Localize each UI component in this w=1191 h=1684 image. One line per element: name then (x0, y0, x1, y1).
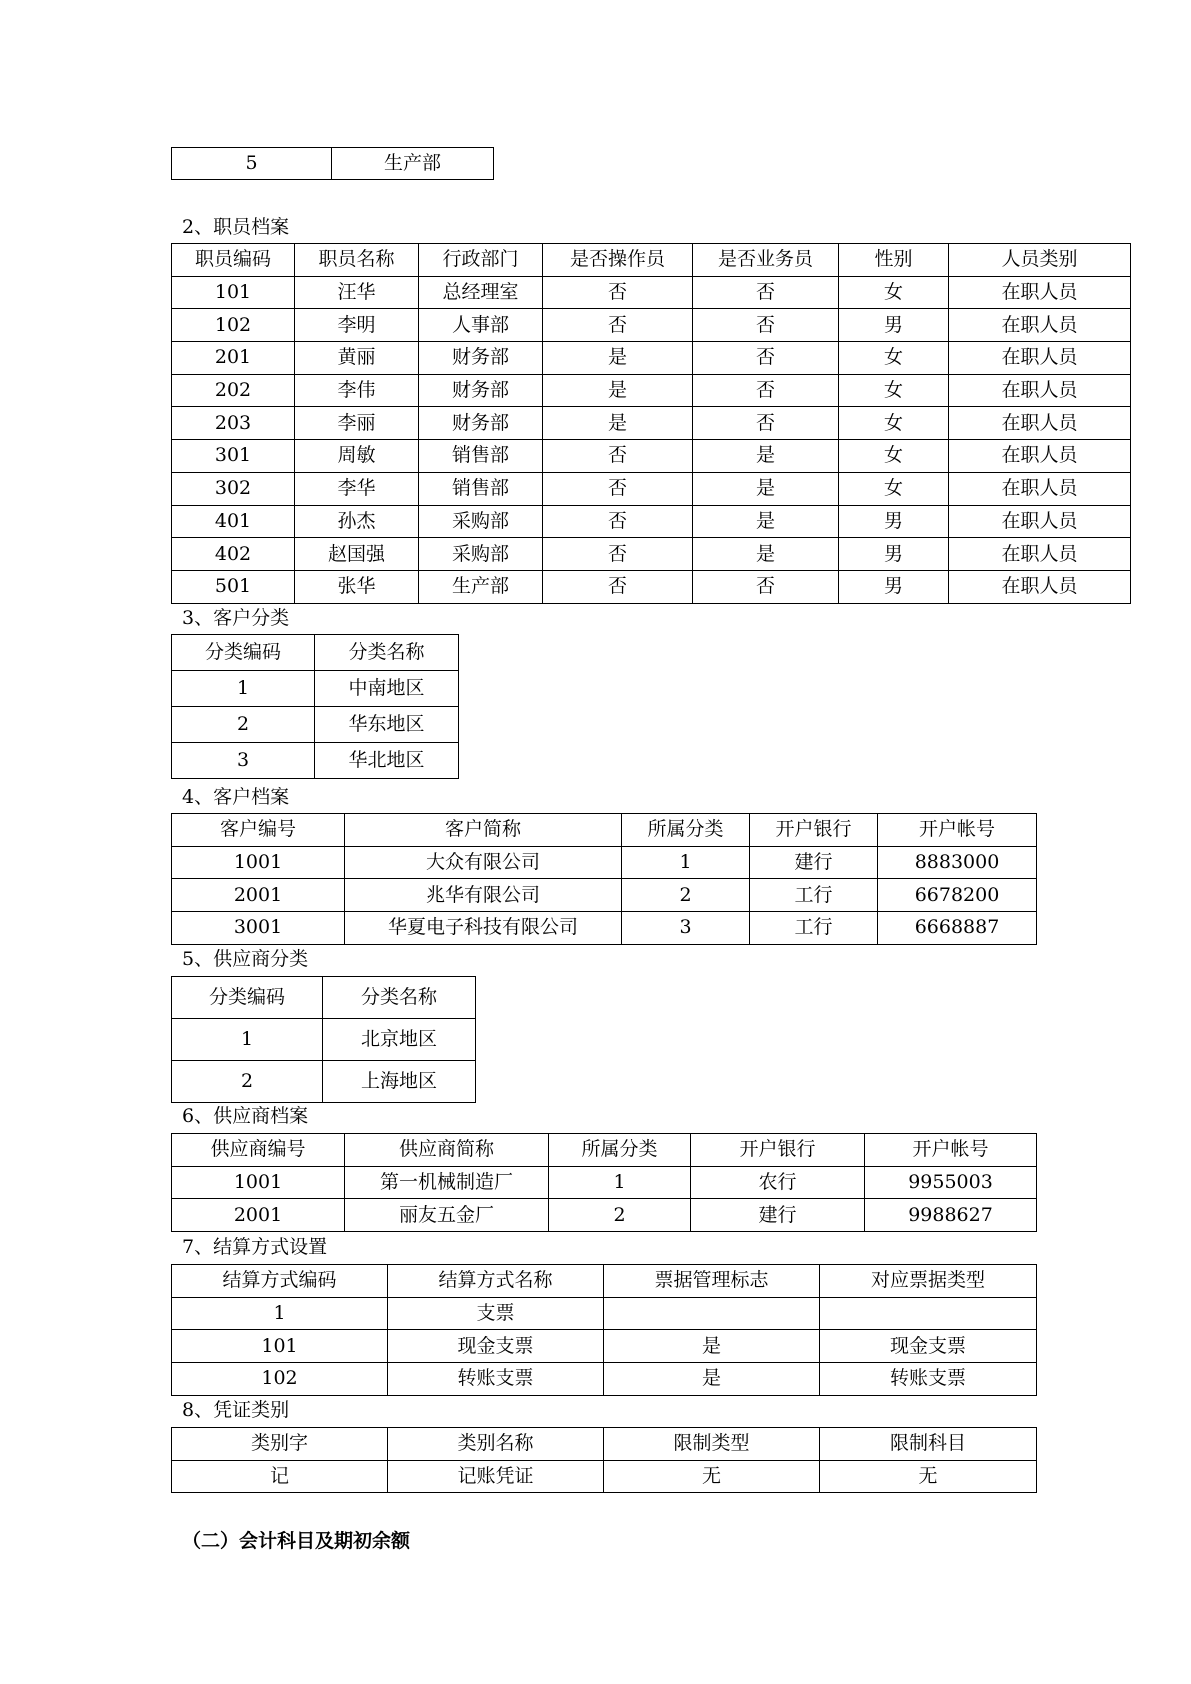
table-cell: 在职人员 (949, 472, 1131, 505)
table-cell: 101 (172, 276, 295, 309)
table-cell: 记 (172, 1460, 388, 1493)
table-cell: 张华 (295, 570, 419, 603)
table-row (172, 505, 1131, 538)
table-cell: 301 (172, 440, 295, 473)
header-cell: 是否操作员 (543, 244, 693, 277)
table-cell: 203 (172, 407, 295, 440)
table-cell: 1001 (172, 1166, 345, 1199)
header-cell: 是否业务员 (693, 244, 839, 277)
table-header-row (172, 244, 1131, 277)
table-cell: 记账凭证 (388, 1460, 604, 1493)
table-row (172, 912, 1037, 945)
table-cell: 是 (693, 538, 839, 571)
table-cell: 赵国强 (295, 538, 419, 571)
table-cell: 男 (839, 505, 949, 538)
header-cell: 类别名称 (388, 1428, 604, 1461)
table-cell: 女 (839, 374, 949, 407)
table-cell: 采购部 (419, 538, 543, 571)
table-cell: 3 (172, 743, 315, 779)
table-row (172, 1297, 1037, 1330)
table-cell: 是 (693, 440, 839, 473)
table-cell: 女 (839, 342, 949, 375)
table-cell: 102 (172, 1363, 388, 1396)
table-cell: 在职人员 (949, 538, 1131, 571)
employees-section-title: 2、职员档案 (182, 216, 290, 238)
suppliers-section-title: 6、供应商档案 (182, 1105, 309, 1127)
table-cell: 是 (604, 1363, 820, 1396)
table-row (172, 276, 1131, 309)
dept-name-cell: 生产部 (332, 148, 494, 180)
table-cell: 中南地区 (315, 671, 459, 707)
table-cell: 北京地区 (323, 1019, 476, 1061)
table-row (172, 472, 1131, 505)
table-cell: 兆华有限公司 (345, 879, 622, 912)
customer-class-section-title: 3、客户分类 (182, 607, 290, 629)
table-row (172, 440, 1131, 473)
table-cell: 402 (172, 538, 295, 571)
table-cell: 2 (172, 707, 315, 743)
table-cell: 丽友五金厂 (345, 1199, 549, 1232)
table-cell: 1001 (172, 846, 345, 879)
header-cell: 分类编码 (172, 977, 323, 1019)
table-row (172, 538, 1131, 571)
table-row (172, 707, 459, 743)
table-cell: 否 (543, 505, 693, 538)
header-cell: 限制科目 (820, 1428, 1037, 1461)
table-row (172, 1199, 1037, 1232)
table-row (172, 148, 494, 180)
table-cell: 生产部 (419, 570, 543, 603)
table-cell: 财务部 (419, 374, 543, 407)
header-cell: 客户编号 (172, 814, 345, 847)
table-row (172, 1460, 1037, 1493)
table-cell: 9988627 (865, 1199, 1037, 1232)
table-header-row (172, 814, 1037, 847)
table-cell: 女 (839, 407, 949, 440)
table-cell: 采购部 (419, 505, 543, 538)
table-cell: 1 (549, 1166, 691, 1199)
table-cell: 在职人员 (949, 505, 1131, 538)
header-cell: 分类编码 (172, 635, 315, 671)
table-cell: 女 (839, 276, 949, 309)
table-row (172, 879, 1037, 912)
header-cell: 开户帐号 (878, 814, 1037, 847)
voucher-table (171, 1427, 1037, 1493)
table-row (172, 1330, 1037, 1363)
table-cell: 在职人员 (949, 342, 1131, 375)
header-cell: 性别 (839, 244, 949, 277)
table-cell: 1 (622, 846, 750, 879)
table-cell: 财务部 (419, 342, 543, 375)
table-cell: 201 (172, 342, 295, 375)
settlement-section-title: 7、结算方式设置 (182, 1236, 328, 1258)
table-cell: 人事部 (419, 309, 543, 342)
table-cell: 在职人员 (949, 570, 1131, 603)
table-cell: 3001 (172, 912, 345, 945)
table-cell: 是 (543, 342, 693, 375)
table-cell: 是 (604, 1330, 820, 1363)
table-cell: 在职人员 (949, 440, 1131, 473)
table-cell: 6668887 (878, 912, 1037, 945)
table-cell: 2001 (172, 1199, 345, 1232)
table-cell: 否 (693, 276, 839, 309)
header-cell: 分类名称 (323, 977, 476, 1019)
header-cell: 开户银行 (691, 1134, 865, 1167)
table-cell: 建行 (750, 846, 878, 879)
suppliers-table (171, 1133, 1037, 1232)
table-header-row (172, 1134, 1037, 1167)
table-cell: 否 (543, 440, 693, 473)
customers-section-title: 4、客户档案 (182, 786, 290, 808)
table-row (172, 671, 459, 707)
table-cell: 否 (543, 276, 693, 309)
table-cell: 孙杰 (295, 505, 419, 538)
table-cell: 农行 (691, 1166, 865, 1199)
header-cell: 结算方式名称 (388, 1265, 604, 1298)
table-cell: 女 (839, 472, 949, 505)
table-cell: 第一机械制造厂 (345, 1166, 549, 1199)
table-cell: 1 (172, 1019, 323, 1061)
table-cell: 现金支票 (388, 1330, 604, 1363)
table-cell: 李华 (295, 472, 419, 505)
table-header-row (172, 1265, 1037, 1298)
table-cell: 401 (172, 505, 295, 538)
table-cell: 8883000 (878, 846, 1037, 879)
table-cell: 102 (172, 309, 295, 342)
table-cell: 否 (693, 342, 839, 375)
employees-table (171, 243, 1131, 604)
table-cell: 汪华 (295, 276, 419, 309)
table-row (172, 846, 1037, 879)
settlement-table (171, 1264, 1037, 1396)
table-cell (820, 1297, 1037, 1330)
table-cell: 在职人员 (949, 309, 1131, 342)
table-cell: 转账支票 (388, 1363, 604, 1396)
table-cell: 大众有限公司 (345, 846, 622, 879)
table-row (172, 1019, 476, 1061)
table-cell: 男 (839, 538, 949, 571)
header-cell: 客户简称 (345, 814, 622, 847)
table-cell: 1 (172, 671, 315, 707)
table-cell: 华北地区 (315, 743, 459, 779)
header-cell: 职员编码 (172, 244, 295, 277)
section-heading: （二）会计科目及期初余额 (182, 1530, 411, 1552)
table-cell: 销售部 (419, 472, 543, 505)
customer-class-table (171, 634, 459, 779)
table-cell: 现金支票 (820, 1330, 1037, 1363)
table-cell: 建行 (691, 1199, 865, 1232)
table-cell: 501 (172, 570, 295, 603)
table-cell: 否 (543, 538, 693, 571)
table-row (172, 570, 1131, 603)
table-row (172, 1166, 1037, 1199)
header-cell: 人员类别 (949, 244, 1131, 277)
header-cell: 供应商编号 (172, 1134, 345, 1167)
table-cell: 华夏电子科技有限公司 (345, 912, 622, 945)
table-cell: 否 (693, 309, 839, 342)
supplier-class-table (171, 976, 476, 1103)
table-cell: 否 (693, 570, 839, 603)
table-cell: 上海地区 (323, 1061, 476, 1103)
table-cell: 否 (543, 472, 693, 505)
table-row (172, 407, 1131, 440)
table-cell: 2 (622, 879, 750, 912)
table-cell: 无 (820, 1460, 1037, 1493)
supplier-class-section-title: 5、供应商分类 (182, 948, 309, 970)
table-cell: 李明 (295, 309, 419, 342)
table-cell: 周敏 (295, 440, 419, 473)
dept-code-cell: 5 (172, 148, 332, 180)
header-cell: 开户帐号 (865, 1134, 1037, 1167)
table-cell: 2 (549, 1199, 691, 1232)
table-row (172, 374, 1131, 407)
table-cell: 支票 (388, 1297, 604, 1330)
header-cell: 类别字 (172, 1428, 388, 1461)
table-cell: 3 (622, 912, 750, 945)
table-cell: 李丽 (295, 407, 419, 440)
table-cell: 华东地区 (315, 707, 459, 743)
table-cell: 黄丽 (295, 342, 419, 375)
table-cell: 否 (543, 309, 693, 342)
table-cell: 是 (693, 505, 839, 538)
header-cell: 票据管理标志 (604, 1265, 820, 1298)
header-cell: 职员名称 (295, 244, 419, 277)
header-cell: 行政部门 (419, 244, 543, 277)
table-header-row (172, 977, 476, 1019)
table-header-row (172, 1428, 1037, 1461)
table-cell: 是 (693, 472, 839, 505)
header-cell: 供应商简称 (345, 1134, 549, 1167)
table-cell: 男 (839, 570, 949, 603)
table-cell: 总经理室 (419, 276, 543, 309)
table-cell: 否 (543, 570, 693, 603)
table-row (172, 342, 1131, 375)
table-cell: 无 (604, 1460, 820, 1493)
table-row (172, 1061, 476, 1103)
table-cell: 否 (693, 374, 839, 407)
table-cell: 202 (172, 374, 295, 407)
customers-table (171, 813, 1037, 945)
table-cell: 工行 (750, 912, 878, 945)
table-cell: 李伟 (295, 374, 419, 407)
table-header-row (172, 635, 459, 671)
table-cell: 1 (172, 1297, 388, 1330)
table-cell: 在职人员 (949, 407, 1131, 440)
table-cell: 在职人员 (949, 374, 1131, 407)
table-cell: 否 (693, 407, 839, 440)
table-cell: 2 (172, 1061, 323, 1103)
table-cell: 101 (172, 1330, 388, 1363)
table-row (172, 743, 459, 779)
table-cell: 销售部 (419, 440, 543, 473)
table-cell: 工行 (750, 879, 878, 912)
header-cell: 所属分类 (622, 814, 750, 847)
voucher-section-title: 8、凭证类别 (182, 1399, 290, 1421)
table-cell: 302 (172, 472, 295, 505)
header-cell: 对应票据类型 (820, 1265, 1037, 1298)
header-cell: 开户银行 (750, 814, 878, 847)
department-table (171, 147, 494, 180)
table-cell: 2001 (172, 879, 345, 912)
table-row (172, 309, 1131, 342)
table-cell: 女 (839, 440, 949, 473)
header-cell: 分类名称 (315, 635, 459, 671)
table-row (172, 1363, 1037, 1396)
table-cell: 6678200 (878, 879, 1037, 912)
table-cell: 9955003 (865, 1166, 1037, 1199)
table-cell: 转账支票 (820, 1363, 1037, 1396)
table-cell: 财务部 (419, 407, 543, 440)
header-cell: 限制类型 (604, 1428, 820, 1461)
table-cell: 在职人员 (949, 276, 1131, 309)
header-cell: 结算方式编码 (172, 1265, 388, 1298)
table-cell: 是 (543, 374, 693, 407)
header-cell: 所属分类 (549, 1134, 691, 1167)
table-cell: 是 (543, 407, 693, 440)
table-cell: 男 (839, 309, 949, 342)
table-cell (604, 1297, 820, 1330)
